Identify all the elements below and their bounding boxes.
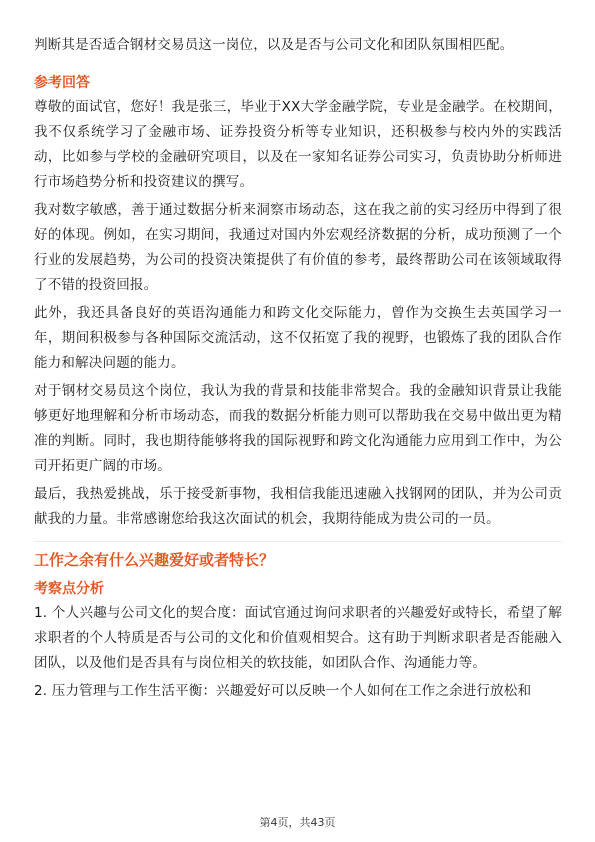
section-divider [34,541,562,542]
answer-paragraph-2: 我对数字敏感，善于通过数据分析来洞察市场动态，这在我之前的实习经历中得到了很好的体现。例如，在实习期间，我通过对国内外宏观经济数据的分析，成功预测了一个行业的发展趋势，为公司的投资决策提供了有价值的参考，最终帮助公司在该领域取得了不错的投资回报。 [34,202,562,293]
question-heading: 工作之余有什么兴趣爱好或者特长？ [34,551,275,569]
page-content [34,0,562,704]
analysis-item-2: 2. 压力管理与工作生活平衡：兴趣爱好可以反映一个人如何在工作之余进行放松和 [34,683,532,699]
answer-paragraph-5: 最后，我热爱挑战，乐于接受新事物，我相信我能迅速融入找钢网的团队，并为公司贡献我的力量。非常感谢您给我这次面试的机会，我期待能成为贵公司的一员。 [34,486,562,527]
intro-line: 判断其是否适合钢材交易员这一岗位，以及是否与公司文化和团队氛围相匹配。 [34,37,514,53]
analysis-item-1: 1. 个人兴趣与公司文化的契合度：面试官通过询问求职者的兴趣爱好或特长，希望了解求职者的个人特质是否与公司的文化和价值观相契合。这有助于判断求职者是否能融入团队，以及他们是否具有与岗位相关的软技能，如团队合作、沟通能力等。 [34,605,562,671]
answer-paragraph-4: 对于钢材交易员这个岗位，我认为我的背景和技能非常契合。我的金融知识背景让我能够更好地理解和分析市场动态，而我的数据分析能力则可以帮助我在交易中做出更为精准的判断。同时，我也期待能够将我的国际视野和跨文化沟通能力应用到工作中，为公司开拓更广阔的市场。 [34,383,562,474]
answer-heading: 参考回答 [34,75,90,91]
analysis-heading: 考察点分析 [34,581,104,597]
answer-paragraph-1: 尊敬的面试官，您好！我是张三，毕业于XX大学金融学院，专业是金融学。在校期间，我不仅系统学习了金融市场、证券投资分析等专业知识，还积极参与校内外的实践活动，比如参与学校的金融研究项目，以及在一家知名证券公司实习，负责协助分析师进行市场趋势分析和投资建议的撰写。 [34,99,562,190]
answer-paragraph-3: 此外，我还具备良好的英语沟通能力和跨文化交际能力，曾作为交换生去英国学习一年，期间积极参与各种国际交流活动，这不仅拓宽了我的视野，也锻炼了我的团队合作能力和解决问题的能力。 [34,305,562,371]
page-footer: 第4页，共43页 [259,816,336,829]
